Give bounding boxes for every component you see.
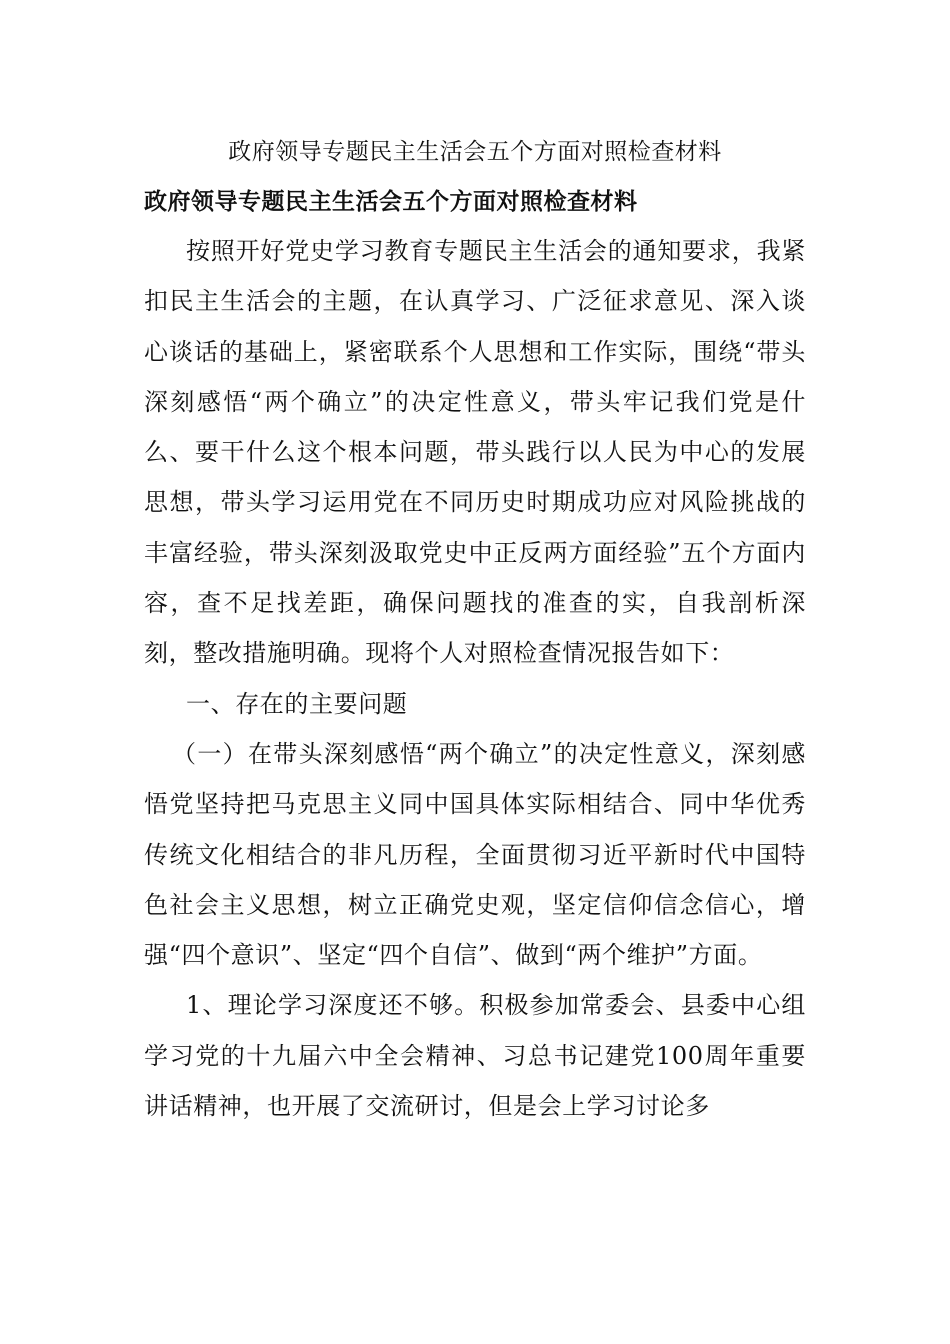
- intro-paragraph: 按照开好党史学习教育专题民主生活会的通知要求，我紧扣民主生活会的主题，在认真学习、广泛征求意见、深入谈心谈话的基础上，紧密联系个人思想和工作实际，围绕“带头深刻感悟“两个确立”的决定性意义，带头牢记我们党是什么、要干什么这个根本问题，带头践行以人民为中心的发展思想，带头学习运用党在不同历史时期成功应对风险挑战的丰富经验，带头深刻汲取党史中正反两方面经验”五个方面内容，查不足找差距，确保问题找的准查的实，自我剖析深刻，整改措施明确。现将个人对照检查情况报告如下：: [144, 237, 806, 668]
- document-subtitle: 政府领导专题民主生活会五个方面对照检查材料: [144, 188, 638, 215]
- document-body: [144, 226, 806, 1131]
- document-title: 政府领导专题民主生活会五个方面对照检查材料: [228, 139, 722, 165]
- section-heading: 一、存在的主要问题: [186, 689, 408, 718]
- subsection-paragraph: （一）在带头深刻感悟“两个确立”的决定性意义，深刻感悟党坚持把马克思主义同中国具体实际相结合、同中华优秀传统文化相结合的非凡历程，全面贯彻习近平新时代中国特色社会主义思想，树立正确党史观，坚定信仰信念信心，增强“四个意识”、坚定“四个自信”、做到“两个维护”方面。: [144, 739, 806, 970]
- item-paragraph: 1、理论学习深度还不够。积极参加常委会、县委中心组学习党的十九届六中全会精神、习总书记建党100周年重要讲话精神，也开展了交流研讨，但是会上学习讨论多: [144, 991, 806, 1121]
